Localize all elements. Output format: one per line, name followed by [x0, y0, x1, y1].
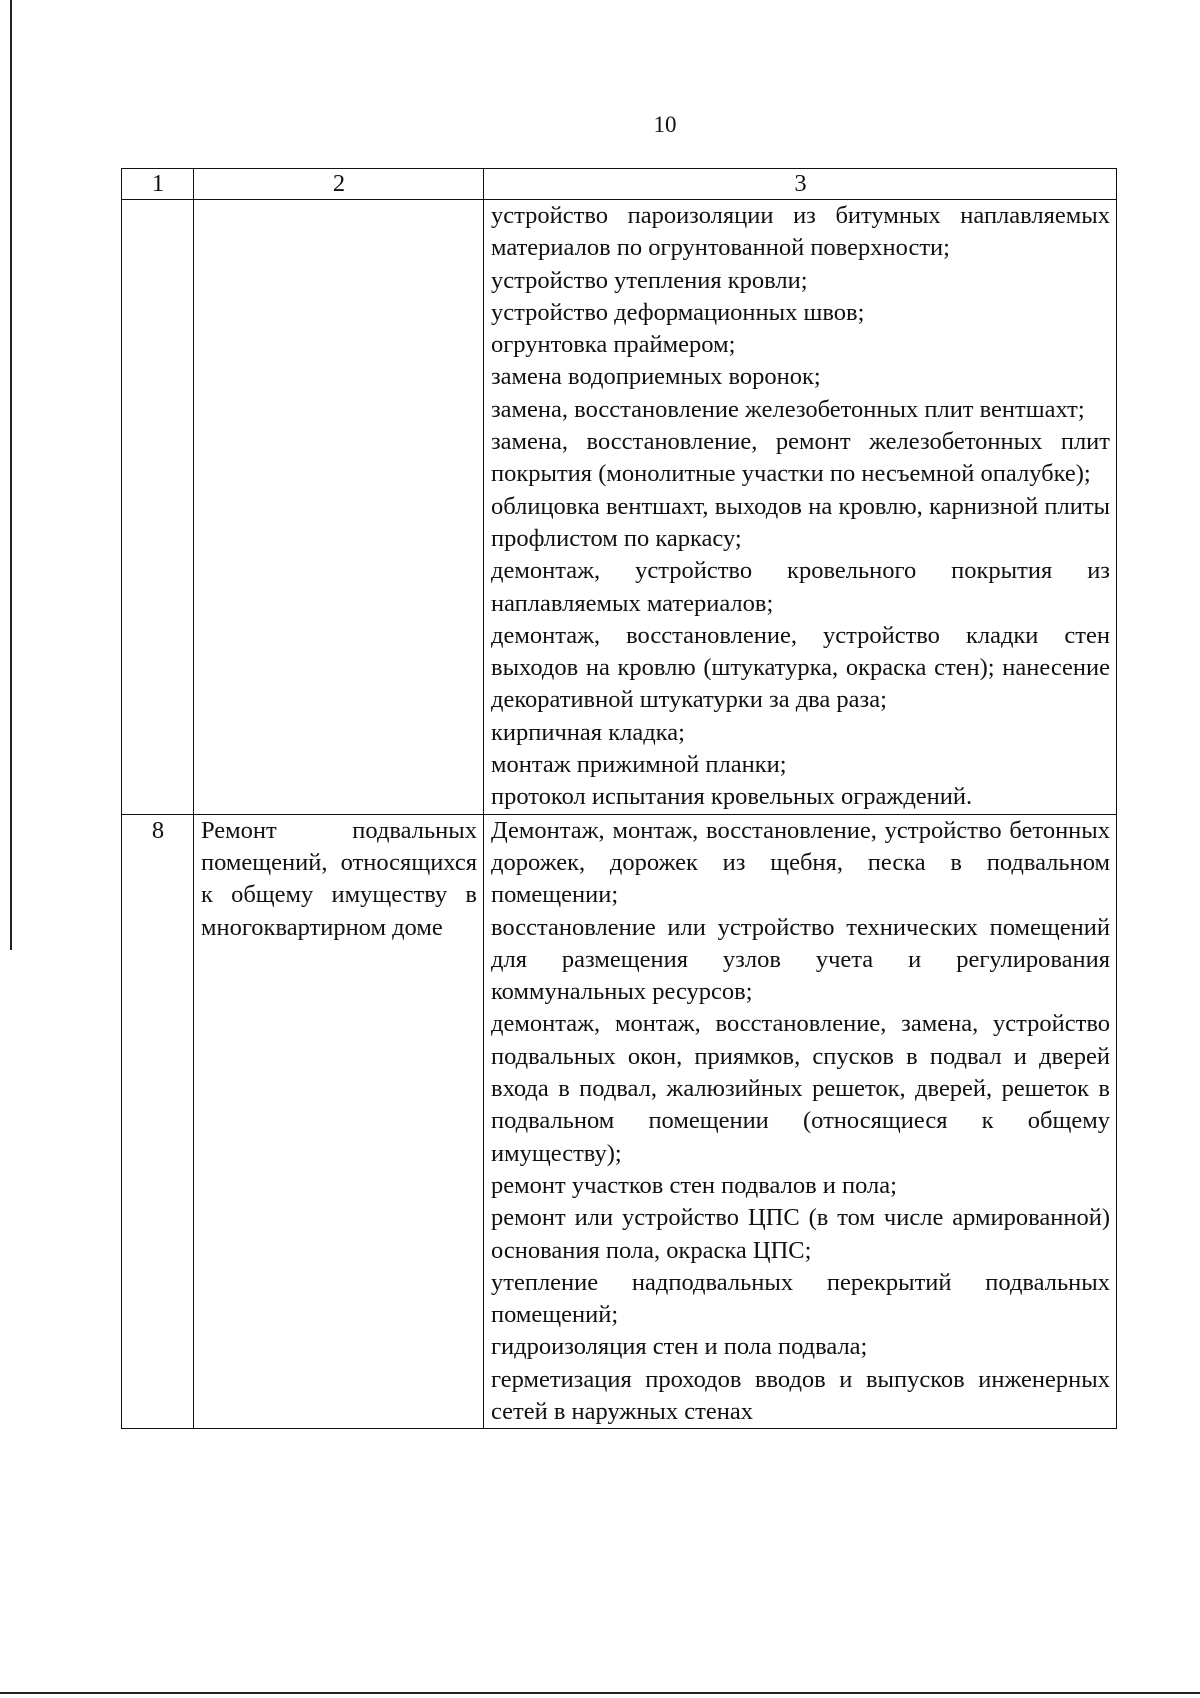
scan-edge-bottom — [0, 1692, 1200, 1694]
works-item: Демонтаж, монтаж, восстановление, устройство бетонных дорожек, дорожек из щебня, песка в подвальном помещении; — [491, 816, 1110, 909]
table-row — [122, 814, 1117, 1429]
row-name-cell — [194, 814, 484, 1429]
works-item: протокол испытания кровельных ограждений. — [491, 783, 973, 811]
page-number: 10 — [653, 112, 677, 137]
works-item: устройство деформационных швов; — [491, 298, 865, 326]
works-item: огрунтовка праймером; — [491, 331, 736, 359]
works-item: устройство пароизоляции из битумных наплавляемых материалов по огрунтованной поверхности; — [491, 202, 1110, 262]
works-item: демонтаж, монтаж, восстановление, замена, устройство подвальных окон, приямков, спусков в подвал и дверей входа в подвал, жалюзийных решеток, дверей, решеток в подвальном помещении (относящиеся к общему имуществу); — [491, 1010, 1110, 1167]
works-item: демонтаж, устройство кровельного покрытия из наплавляемых материалов; — [491, 557, 1110, 617]
works-item: ремонт или устройство ЦПС (в том числе армированной) основания пола, окраска ЦПС; — [491, 1204, 1110, 1264]
row-name-text: Ремонт подвальных помещений, относящихся к общему имуществу в многоквартирном доме — [201, 816, 477, 941]
row-number-cell: 8 — [122, 814, 194, 1429]
header-col-2: 2 — [194, 169, 484, 200]
works-item: устройство утепления кровли; — [491, 266, 808, 294]
header-col-1: 1 — [122, 169, 194, 200]
header-col-3: 3 — [484, 169, 1117, 200]
works-item: кирпичная кладка; — [491, 718, 685, 746]
row-name-cell — [194, 200, 484, 815]
row-works-cell — [484, 814, 1117, 1429]
table-row — [122, 200, 1117, 815]
works-item: монтаж прижимной планки; — [491, 751, 787, 779]
row-number-cell — [122, 200, 194, 815]
works-item: замена, восстановление, ремонт железобетонных плит покрытия (монолитные участки по несъемной опалубке); — [491, 428, 1110, 488]
row-works-cell — [484, 200, 1117, 815]
works-item: ремонт участков стен подвалов и пола; — [491, 1171, 897, 1199]
works-item: утепление надподвальных перекрытий подвальных помещений; — [491, 1268, 1110, 1329]
works-table — [121, 168, 1117, 1429]
works-item: замена, восстановление железобетонных плит вентшахт; — [491, 395, 1085, 423]
works-item: герметизация проходов вводов и выпусков инженерных сетей в наружных стенах — [491, 1365, 1110, 1425]
scan-edge-left — [10, 0, 12, 950]
works-item: облицовка вентшахт, выходов на кровлю, карнизной плиты профлистом по каркасу; — [491, 492, 1110, 552]
works-item: восстановление или устройство технических помещений для размещения узлов учета и регулирования коммунальных ресурсов; — [491, 913, 1110, 1006]
works-item: гидроизоляция стен и пола подвала; — [491, 1333, 868, 1361]
table-header-row — [122, 169, 1117, 200]
works-item: демонтаж, восстановление, устройство кладки стен выходов на кровлю (штукатурка, окраска стен); нанесение декоративной штукатурки за два раза; — [491, 621, 1110, 714]
works-item: замена водоприемных воронок; — [491, 363, 821, 391]
